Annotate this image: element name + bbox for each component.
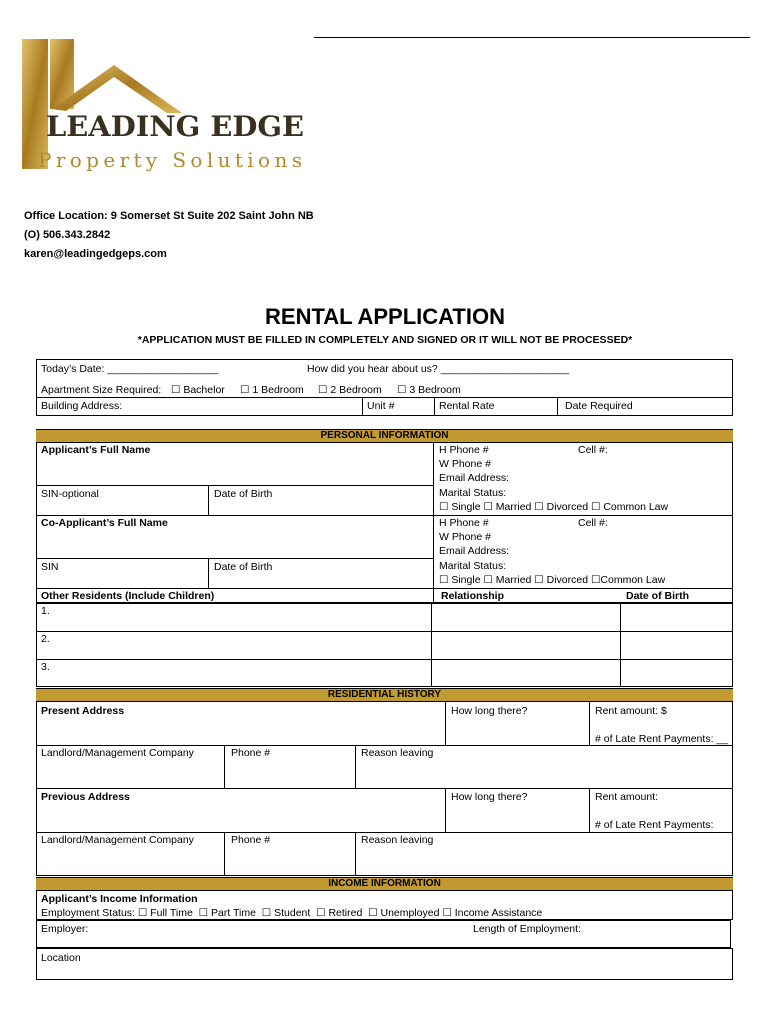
applicant-w-phone[interactable]: W Phone # [439, 458, 491, 470]
retired-label: Retired [328, 907, 363, 919]
co-applicant-cell[interactable]: Cell #: [578, 517, 608, 529]
length-of-employment-field[interactable]: Length of Employment: [473, 923, 581, 935]
previous-late-payments[interactable]: # of Late Rent Payments: [595, 819, 714, 831]
co-applicant-h-phone[interactable]: H Phone # [439, 517, 489, 529]
company-logo [22, 37, 312, 172]
previous-address-field[interactable]: Previous Address [41, 791, 130, 803]
office-email: karen@leadingedgeps.com [24, 248, 167, 260]
present-rent-amount[interactable]: Rent amount: $ [595, 705, 667, 717]
employer-field[interactable]: Employer: [41, 923, 89, 935]
co-applicant-marital-options[interactable]: ☐ Single ☐ Married ☐ Divorced ☐Common Law [439, 574, 666, 586]
applicant-sin[interactable]: SIN-optional [41, 488, 99, 500]
previous-rent-amount[interactable]: Rent amount: [595, 791, 659, 803]
other-residents-header: Other Residents (Include Children) [41, 590, 215, 602]
previous-landlord-phone[interactable]: Phone # [231, 834, 271, 846]
applicant-email[interactable]: Email Address: [439, 472, 510, 484]
applicant-name-field[interactable]: Applicant’s Full Name [41, 444, 151, 456]
co-applicant-dob[interactable]: Date of Birth [214, 561, 273, 573]
checkbox-1-bedroom[interactable]: ☐ 1 Bedroom [240, 384, 304, 396]
income-assistance-label: Income Assistance [454, 907, 543, 919]
other-residents-table [36, 603, 733, 687]
divorced-label: Divorced [546, 574, 589, 586]
location-row [36, 948, 733, 980]
unit-field[interactable]: Unit # [367, 400, 395, 412]
applicant-h-phone[interactable]: H Phone # [439, 444, 489, 456]
svg-text:LEADING EDGE: LEADING EDGE [46, 110, 304, 143]
2-bedroom-label: 2 Bedroom [330, 384, 382, 396]
previous-how-long[interactable]: How long there? [451, 791, 528, 803]
married-label: Married [495, 501, 532, 513]
dob-header: Date of Birth [626, 590, 689, 602]
divorced-label: Divorced [546, 501, 589, 513]
checkbox-2-bedroom[interactable]: ☐ 2 Bedroom [318, 384, 382, 396]
1-bedroom-label: 1 Bedroom [252, 384, 304, 396]
heard-about-field[interactable]: How did you hear about us? ______________________ [307, 363, 570, 375]
office-location: Office Location: 9 Somerset St Suite 202 Saint John NB [24, 210, 314, 222]
applicant-cell[interactable]: Cell #: [578, 444, 608, 456]
present-address-field[interactable]: Present Address [41, 705, 125, 717]
checkbox-3-bedroom[interactable]: ☐ 3 Bedroom [397, 384, 461, 396]
relationship-header: Relationship [441, 590, 505, 602]
present-how-long[interactable]: How long there? [451, 705, 528, 717]
resident-row[interactable]: 2. [41, 633, 50, 645]
rental-rate-field[interactable]: Rental Rate [439, 400, 495, 412]
todays-date-field[interactable]: Today’s Date: ___________________ [41, 363, 219, 375]
married-label: Married [495, 574, 532, 586]
location-field[interactable]: Location [41, 952, 81, 964]
part-time-label: Part Time [210, 907, 256, 919]
single-label: Single [451, 574, 481, 586]
co-applicant-name-field[interactable]: Co-Applicant’s Full Name [41, 517, 168, 529]
svg-text:Property Solutions: Property Solutions [38, 148, 302, 172]
applicant-dob[interactable]: Date of Birth [214, 488, 273, 500]
co-applicant-sin[interactable]: SIN [41, 561, 59, 573]
single-label: Single [451, 501, 481, 513]
applicant-marital-label: Marital Status: [439, 487, 507, 499]
resident-row[interactable]: 1. [41, 605, 50, 617]
3-bedroom-label: 3 Bedroom [409, 384, 461, 396]
full-time-label: Full Time [150, 907, 193, 919]
apt-size-label: Apartment Size Required: [41, 384, 162, 396]
checkbox-bachelor[interactable]: ☐ Bachelor [171, 384, 225, 396]
previous-landlord[interactable]: Landlord/Management Company [41, 834, 194, 846]
form-subtitle: *APPLICATION MUST BE FILLED IN COMPLETELY AND SIGNED OR IT WILL NOT BE PROCESSED* [137, 334, 633, 346]
previous-reason-leaving[interactable]: Reason leaving [361, 834, 434, 846]
co-applicant-w-phone[interactable]: W Phone # [439, 531, 491, 543]
employer-row [36, 920, 731, 948]
common-law-label: Common Law [600, 574, 666, 586]
form-title: RENTAL APPLICATION [265, 304, 505, 329]
co-applicant-email[interactable]: Email Address: [439, 545, 510, 557]
student-label: Student [274, 907, 311, 919]
co-applicant-marital-label: Marital Status: [439, 560, 507, 572]
residential-history-header: RESIDENTIAL HISTORY [36, 688, 733, 702]
bachelor-label: Bachelor [183, 384, 225, 396]
present-reason-leaving[interactable]: Reason leaving [361, 747, 434, 759]
income-title: Applicant’s Income Information [41, 893, 198, 905]
employment-status-label: Employment Status: [41, 907, 135, 919]
present-landlord[interactable]: Landlord/Management Company [41, 747, 194, 759]
resident-row[interactable]: 3. [41, 661, 50, 673]
office-phone: (O) 506.343.2842 [24, 229, 111, 241]
common-law-label: Common Law [603, 501, 669, 513]
employment-status[interactable]: Employment Status: ☐ Full Time ☐ Part Time ☐ Student ☐ Retired ☐ Unemployed ☐ Income Assistance [41, 907, 543, 919]
date-required-field[interactable]: Date Required [565, 400, 633, 412]
top-rule [314, 37, 750, 38]
personal-info-header: PERSONAL INFORMATION [36, 429, 733, 443]
present-landlord-phone[interactable]: Phone # [231, 747, 271, 759]
income-info-header: INCOME INFORMATION [36, 877, 733, 891]
present-late-payments[interactable]: # of Late Rent Payments: __ [595, 733, 729, 745]
unemployed-label: Unemployed [380, 907, 440, 919]
building-address-field[interactable]: Building Address: [41, 400, 123, 412]
applicant-marital-options[interactable]: ☐ Single ☐ Married ☐ Divorced ☐ Common Law [439, 501, 669, 513]
